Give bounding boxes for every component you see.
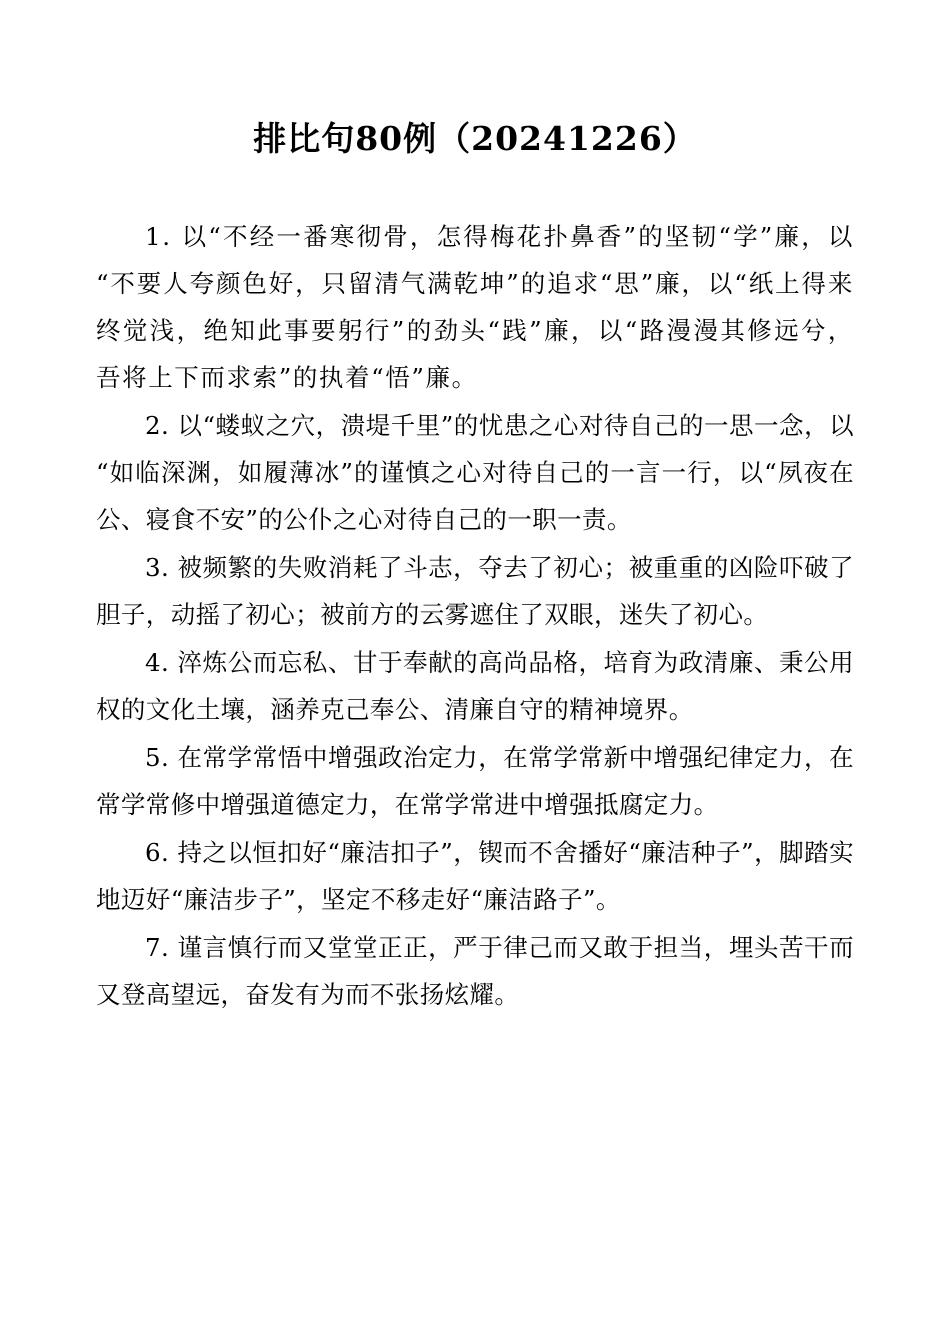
paragraph: 3. 被频繁的失败消耗了斗志，夺去了初心；被重重的凶险吓破了胆子，动摇了初心；被前方的云雾遮住了双眼，迷失了初心。 — [96, 553, 854, 630]
paragraph: 5. 在常学常悟中增强政治定力，在常学常新中增强纪律定力，在常学常修中增强道德定力，在常学常进中增强抵腐定力。 — [96, 743, 854, 820]
paragraph: 6. 持之以恒扣好“廉洁扣子”，锲而不舍播好“廉洁种子”，脚踏实地迈好“廉洁步子”，坚定不移走好“廉洁路子”。 — [96, 838, 854, 915]
document-body — [96, 213, 854, 1019]
paragraph: 4. 淬炼公而忘私、甘于奉献的高尚品格，培育为政清廉、秉公用权的文化土壤，涵养克己奉公、清廉自守的精神境界。 — [96, 648, 854, 725]
page-title: 排比句80例（20241226） — [253, 119, 697, 158]
paragraph: 2. 以“蝼蚁之穴，溃堤千里”的忧患之心对待自己的一思一念，以“如临深渊，如履薄冰”的谨慎之心对待自己的一言一行，以“夙夜在公、寝食不安”的公仆之心对待自己的一职一责。 — [96, 411, 854, 535]
paragraph: 7. 谨言慎行而又堂堂正正，严于律己而又敢于担当，埋头苦干而又登高望远，奋发有为而不张扬炫耀。 — [96, 933, 854, 1010]
paragraph: 1. 以“不经一番寒彻骨，怎得梅花扑鼻香”的坚韧“学”廉，以“不要人夸颜色好，只留清气满乾坤”的追求“思”廉，以“纸上得来终觉浅，绝知此事要躬行”的劲头“践”廉，以“路漫漫其修远兮，吾将上下而求索”的执着“悟”廉。 — [96, 221, 854, 392]
